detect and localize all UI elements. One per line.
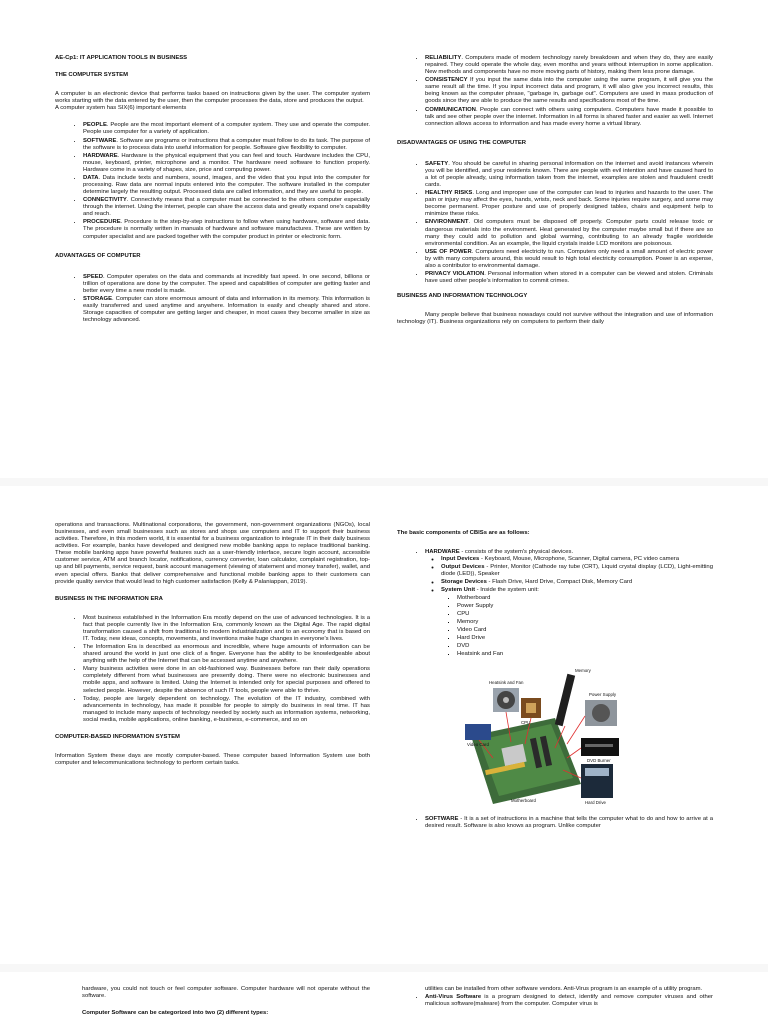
term-text: . People can connect with others using computers. Computers have made it possible to talk and see other people over the internet. Information in all forms is shared faster and easier as well. Internet connection allows access to information and has made every home a virtual library.	[425, 106, 713, 127]
term-text: - Flash Drive, Hard Drive, Compact Disk, Memory Card	[486, 579, 633, 586]
intro-line: A computer system has SIX(6) important elements	[55, 105, 187, 112]
figure-label-memory: Memory	[575, 668, 591, 674]
term: HARDWARE	[425, 549, 460, 556]
term-text: . Computer operates on the data and commands at incredibly fast speed. In one second, billions or trillion of operations are done by the computer. The speed and capabilities of computer are getting faster and better every time a new model is made.	[83, 273, 370, 294]
list-item	[83, 138, 370, 152]
elements-list	[55, 122, 370, 240]
list-item	[425, 249, 713, 270]
list-item	[425, 161, 713, 189]
software-categories-line: Computer Software can be categorized into two (2) different types:	[82, 1010, 269, 1017]
term-text: . Procedure is the step-by-step instructions to follow when using hardware, software and data. The procedure is normally written in manuals of hardware and software manufactures. These are written by computer specialist and are packed together with the computer product in printer or electronic form.	[83, 219, 370, 240]
advantages-continued-list	[397, 55, 713, 128]
term: COMMUNICATION	[425, 106, 476, 113]
page-2-right-column	[397, 530, 713, 838]
list-item	[425, 55, 713, 76]
system-unit-components-figure	[463, 666, 625, 806]
term-text: . You should be careful in sharing personal information on the internet and avoid instances wherein you will be identified, and your residents known. There are people with evil intention and have caused hard to a lot of people already, using information taken from the internet, examples are stolen and fraudulent credit cards.	[425, 160, 713, 189]
list-item	[83, 274, 370, 295]
term-text: - It is a set of instructions in a machine that tells the computer what to do and how to arrive at a desired result. Software is also knows as program. Unlike computer	[425, 816, 713, 830]
term-text: - Inside the system unit:	[475, 587, 539, 594]
information-era-list	[55, 615, 370, 724]
term: ENVIRONMENT	[425, 219, 469, 226]
figure-label-dvd: DVD Burner	[587, 758, 611, 764]
figure-label-hard-drive: Hard Drive	[585, 800, 606, 806]
list-item: ▪ Heatsink and Fan	[457, 651, 713, 658]
term-text: - Keyboard, Mouse, Microphone, Scanner, Digital camera, PC video camera	[479, 556, 680, 563]
page-2	[0, 486, 768, 964]
heading-cbis-components: The basic components of CBISs are as follows:	[397, 530, 530, 536]
term: SAFETY	[425, 160, 449, 167]
intro-paragraph: A computer is an electronic device that performs tasks based on instructions given by the user. The computer system works starting with the data entered by the user, then the computer processes the data, store and produces the output.	[55, 91, 370, 105]
heatsink-fan-image	[493, 688, 519, 712]
term-text: . Computer can store enormous amount of data and information in its memory. This information is easily transferred and used anytime and anywhere. Information is easily and cheaply shared and store. Storage capacities of computer are getting larger and cheaper, in most cases they become smaller in size as technology advanced.	[83, 295, 370, 324]
cbis-paragraph: Information System these days are mostly computer-based. These computer based Information System use both computer and telecommunications technology to perform certain tasks.	[55, 753, 370, 767]
term-text: - consists of the system's physical devices.	[459, 549, 574, 556]
term: Input Devices	[441, 556, 480, 563]
list-item	[441, 579, 713, 586]
heading-disadvantages: DISADVANTAGES OF USING THE COMPUTER	[397, 139, 527, 146]
term-text: . People are the most important element of a computer system. They use and operate the computer. People use computer for a variety of application.	[83, 122, 370, 136]
term-text: . Computers need electricity to run. Computers only need a small amount of electric power by with many computers around, this would result to high total electricity consumption. Power is an expense, also a contributor to environmental damage.	[425, 248, 713, 269]
list-item: ▪ Hard Drive	[457, 635, 713, 642]
figure-label-heatsink: Heatsink and Fan	[489, 680, 524, 686]
list-item: • Most business established in the Information Era mostly depend on the use of advanced technologies. It is a fact that people currently live in the Information Era, commonly known as the Digital Age. The rapid digital transformation caused a shift from traditional to modern industrialization and to an economy that is based on IT. Today, new ideas, concepts, movements, and inventions make huge changes in everyone's lives.	[83, 615, 370, 643]
hardware-sublist	[425, 556, 713, 658]
term: HEALTHY RISKS	[425, 190, 473, 197]
power-supply-image	[585, 700, 617, 726]
term-text: . Old computers must be disposed off properly. Computer parts could release toxic or dangerous materials into the environment. Heat generated by the computer maybe small but if there are so many they could add to pollution and global warming, contributing to an already fragile worldwide environmental condition. As an example, the liquid crystals inside LCD monitors are poisonous.	[425, 219, 713, 247]
list-item	[425, 994, 713, 1008]
heading-cbis: COMPUTER-BASED INFORMATION SYSTEM	[55, 733, 180, 740]
term: PRIVACY VIOLATION	[425, 271, 485, 278]
page-2-left-column	[55, 522, 370, 773]
term: CONNECTIVITY	[83, 197, 127, 204]
continued-paragraph: operations and transactions. Multinational corporations, the government, non-government organizations (NGOs), local businesses, and even small businesses such as stores and shops use computers and IT to support their business activities. Therefore, in this modern world, it is essential for a business organization to integrate IT in their daily business activities. For example, banks have developed and designed new mobile banking apps to replace traditional banking. These mobile banking apps have powerful features such as a user-friendly interface, secure login account, accessible customer service, ATM and branch locator, notifications, currency converter, loan calculator, complaint registration, top-up and bill payments, service request, bank account management (viewing of statement and money transfer), wallet, and even special offers. Banks that deliver comprehensive and functional mobile banking apps to their customers can provide quality service that would lead to high customer satisfaction (Kelly & Palaniappan, 2019).	[55, 522, 370, 585]
figure-label-motherboard: Motherboard	[511, 798, 536, 804]
figure-label-cpu: CPU	[521, 720, 531, 726]
page-3-right-column	[425, 986, 713, 1016]
term: CONSISTENCY	[425, 77, 468, 84]
dvd-burner-image	[581, 738, 619, 756]
term-text: . Hardware is the physical equipment that you can feel and touch. Hardware includes the CPU, mouse, keyboard, printer, microphone and a monitor. The hardware need software to function properly. Hardware come in a variety of shapes, size, price and computing power.	[83, 152, 370, 173]
list-item	[425, 190, 713, 218]
list-item	[83, 219, 370, 240]
term: SOFTWARE	[425, 816, 459, 823]
continued-paragraph: hardware, you could not touch or feel computer software. Computer hardware will not operate without the software.	[82, 986, 370, 1000]
page-1-left-column	[55, 55, 370, 332]
list-item	[441, 587, 713, 658]
list-item	[425, 219, 713, 247]
term: SPEED	[83, 273, 103, 280]
list-item: ▪ DVD	[457, 643, 713, 650]
term-text: is a program designed to detect, identify and remove computer viruses and other malicious software(malware) from the computer. Computer virus is	[425, 994, 713, 1008]
term: RELIABILITY	[425, 55, 462, 61]
term-text: If you input the same data into the computer using the same program, it will give you the same result all the time. If you input incorrect data and program, it will also give you incorrect results, this being known as the computer phrase, "garbage in, garbage out". Computers are used in mass production of goods since they are able to produce the same results and specifications most of the time.	[425, 77, 713, 105]
term-text: . Data include texts and numbers, sound, images, and the video that you input into the computer for processing. Raw data are normal inputs entered into the computer. The software installed in the computer determine largely the resulting output. Processed data are called information, and they are useful to people.	[83, 174, 370, 196]
page-3-left-column	[82, 986, 370, 1023]
video-card-image	[465, 724, 491, 740]
list-item	[83, 197, 370, 218]
page-1	[0, 0, 768, 478]
term: USE OF POWER	[425, 248, 472, 255]
term: DATA	[83, 174, 99, 181]
advantages-list	[55, 274, 370, 325]
list-item	[83, 122, 370, 136]
term: System Unit	[441, 587, 476, 594]
heading-advantages: ADVANTAGES OF COMPUTER	[55, 252, 141, 259]
list-item: ▪ Memory	[457, 619, 713, 626]
list-item: ▪ Motherboard	[457, 595, 713, 602]
list-item	[425, 816, 713, 830]
page-3	[0, 972, 768, 1024]
continued-paragraph: utilities can be installed from other software vendors. Anti-Virus program is an example of a utility program.	[425, 986, 703, 992]
figure-label-video-card: Video Card	[467, 742, 489, 748]
list-item	[425, 271, 713, 285]
software-list	[397, 816, 713, 830]
term-text: . Connectivity means that a computer must be connected to the others computer especially through the internet. Using the internet, people can share the access data and greatly expand one's capability and reach.	[83, 197, 370, 218]
term: Storage Devices	[441, 579, 487, 586]
hard-drive-image	[581, 764, 613, 798]
disadvantages-list	[397, 161, 713, 285]
term: STORAGE	[83, 295, 113, 302]
term-text: . Software are programs or instructions that a computer must follow to do its task. The purpose of the software is to process data into useful information for people. Software give flexibility to computer.	[83, 137, 370, 151]
list-item: ▪ CPU	[457, 611, 713, 618]
antivirus-list	[411, 994, 713, 1008]
business-it-paragraph: Many people believe that business nowadays could not survive without the integration and use of information technology (IT). Business organizations rely on computers to perform their daily	[397, 312, 713, 326]
heading-information-era: BUSINESS IN THE INFORMATION ERA	[55, 595, 163, 602]
list-item	[83, 153, 370, 174]
list-item: ▪ Video Card	[457, 627, 713, 634]
list-item	[425, 77, 713, 105]
list-item: ▪ Power Supply	[457, 603, 713, 610]
list-item: • The Information Era is described as enormous and incredible, where huge amounts of information can be shared around the world in just one click of a finger. Everyone has the ability to be knowledgeable about anything with the help of the Internet that can be accessed anytime and anywhere.	[83, 644, 370, 665]
heading-business-it: BUSINESS AND INFORMATION TECHNOLOGY	[397, 293, 528, 300]
term: HARDWARE	[83, 152, 118, 159]
term: Anti-Virus Software	[425, 994, 482, 1001]
list-item	[441, 564, 713, 578]
list-item	[83, 175, 370, 196]
term: Output Devices	[441, 564, 485, 571]
components-list	[397, 549, 713, 658]
term: SOFTWARE	[83, 137, 117, 144]
term-text: . Long and improper use of the computer can lead to injuries and hazards to the user. The pain or injury may affect the eyes, hands, wrists, neck and back. Some injuries require surgery, and some may become permanent. Proper posture and use of properly designed tables, chairs and equipment help to minimize these risks.	[425, 190, 713, 218]
list-item	[83, 296, 370, 324]
page-1-right-column	[397, 55, 713, 332]
cpu-image	[521, 698, 541, 718]
list-item	[425, 107, 713, 128]
list-item	[425, 549, 713, 658]
term-text: . Personal information when stored in a computer can be viewed and stolen. Criminals have used other people's information to commit crimes.	[425, 271, 713, 285]
term-text: - Printer, Monitor (Cathode ray tube (CRT), Liquid crystal display (LCD), Light-emitting diode (LED)), Speaker	[441, 564, 713, 578]
figure-label-power-supply: Power Supply	[589, 692, 617, 698]
list-item	[441, 556, 713, 563]
document-title: AE-Cp1: IT APPLICATION TOOLS IN BUSINESS	[55, 55, 188, 61]
list-item: • Many business activities were done in an old-fashioned way. Businesses before ran their daily operations completely different from what businesses are presently doing. There were no electronic businesses and mobile apps, and software is limited. Using the Internet is intended only for special purposes and offered to selected people. However, despite the absence of such IT tools, people were able to thrive.	[83, 666, 370, 694]
list-item: • Today, people are largely dependent on technology. The evolution of the IT industry, combined with advancements in technology, has made it possible for people to simply do business in real time. IT has managed to include many aspects of technology needed by society such as information systems, networking, social media, mobile applications, online banking, e-business, e-commerce, and so on	[83, 696, 370, 724]
heading-computer-system: THE COMPUTER SYSTEM	[55, 72, 128, 79]
term: PROCEDURE	[83, 219, 121, 226]
term-text: . Computers made of modern technology rarely breakdown and when they do, they are easily repaired. They could operate the whole day, even months and years without interruption in some application. New methods and components have no more moving parts of history, making them less prone damage.	[425, 55, 713, 76]
system-unit-parts-list	[441, 595, 713, 659]
term: PEOPLE	[83, 122, 107, 129]
